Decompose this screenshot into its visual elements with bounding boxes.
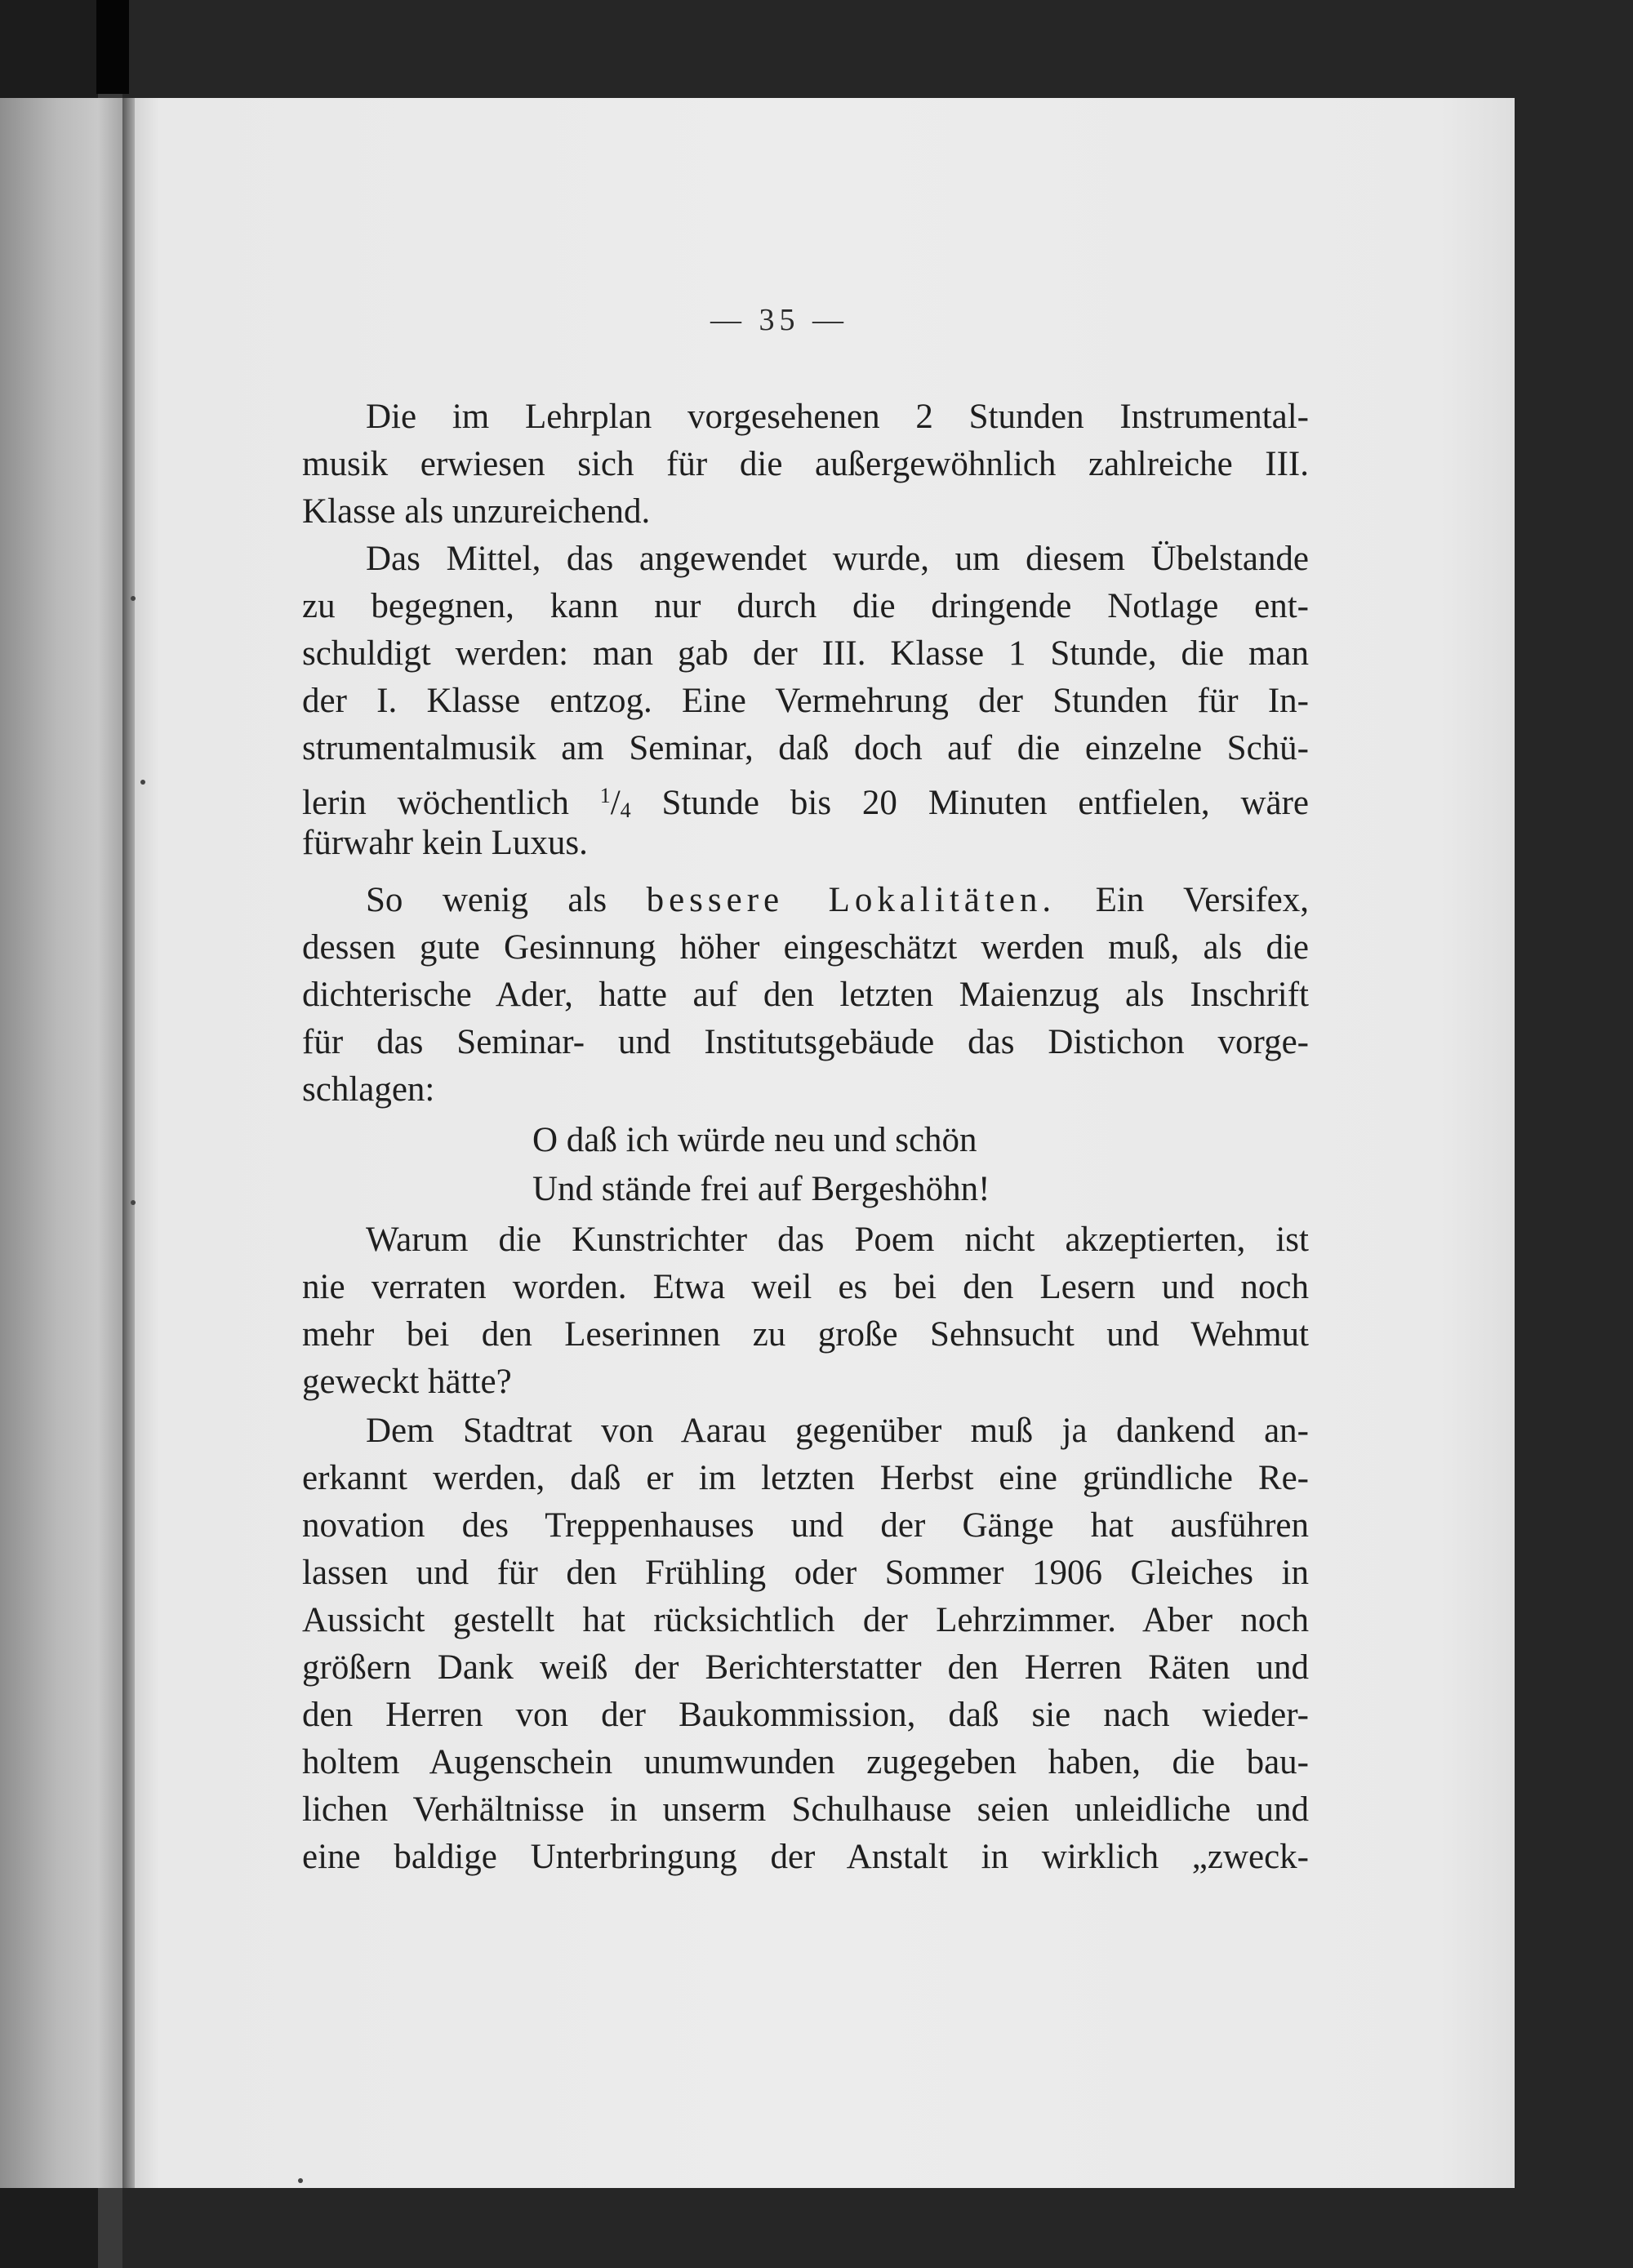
scan-speck — [131, 596, 136, 601]
text-line: lassen und für den Frühling oder Sommer 1906 Gleiches in — [302, 1554, 1309, 1592]
text-line: eine baldige Unterbringung der Anstalt in wirklich „zweck- — [302, 1838, 1309, 1876]
text-line: der I. Klasse entzog. Eine Vermehrung der Stunden für In- — [302, 682, 1309, 720]
text-line: nie verraten worden. Etwa weil es bei den Lesern und noch — [302, 1268, 1309, 1306]
text-line: mehr bei den Leserinnen zu große Sehnsucht und Wehmut — [302, 1315, 1309, 1354]
facing-page-edge — [0, 98, 131, 2188]
text-line: So wenig als bessere Lokalitäten. Ein Versifex, — [366, 881, 1309, 919]
text-line: dessen gute Gesinnung höher eingeschätzt werden muß, als die — [302, 928, 1309, 967]
fraction-denominator: 4 — [620, 798, 631, 822]
text-line: zu begegnen, kann nur durch die dringende Notlage ent- — [302, 587, 1309, 625]
text-line: Aussicht gestellt hat rücksichtlich der Lehrzimmer. Aber noch — [302, 1601, 1309, 1639]
text-line: musik erwiesen sich für die außergewöhnlich zahlreiche III. — [302, 445, 1309, 483]
text-line: dichterische Ader, hatte auf den letzten Maienzug als Inschrift — [302, 976, 1309, 1014]
text-line: fürwahr kein Luxus. — [302, 824, 588, 862]
text-line: holtem Augenschein unumwunden zugegeben haben, die bau- — [302, 1743, 1309, 1781]
text-line: Das Mittel, das angewendet wurde, um diesem Übelstande — [366, 540, 1309, 578]
scan-speck — [298, 2178, 303, 2183]
text-line: für das Seminar- und Institutsgebäude das Distichon vorge- — [302, 1023, 1309, 1061]
text-line: novation des Treppenhauses und der Gänge hat ausführen — [302, 1506, 1309, 1545]
text-line: Dem Stadtrat von Aarau gegenüber muß ja dankend an- — [366, 1412, 1309, 1450]
text-line: den Herren von der Baukommission, daß sie nach wieder- — [302, 1696, 1309, 1734]
emphasized-text: bessere Lokalitäten. — [646, 881, 1057, 919]
text-line: Warum die Kunstrichter das Poem nicht akzeptierten, ist — [366, 1221, 1309, 1259]
verse-line: O daß ich würde neu und schön — [532, 1121, 977, 1159]
fraction-numerator: 1 — [599, 784, 611, 807]
text-line: größern Dank weiß der Berichterstatter den Herren Räten und — [302, 1648, 1309, 1687]
text-line: Klasse als unzureichend. — [302, 492, 651, 531]
text-line: erkannt werden, daß er im letzten Herbst eine gründliche Re- — [302, 1459, 1309, 1497]
scan-speck — [140, 780, 145, 785]
verse-line: Und stände frei auf Bergeshöhn! — [532, 1170, 990, 1208]
page-number: — 35 — — [710, 303, 848, 337]
fraction-slash: / — [610, 784, 621, 822]
scan-border — [96, 0, 129, 94]
text-line: lichen Verhältnisse in unserm Schulhause seien unleidliche und — [302, 1790, 1309, 1829]
text-line: schlagen: — [302, 1070, 435, 1109]
scan-speck — [131, 1200, 136, 1205]
text-line: lerin wöchentlich $^1$/4 Stunde bis 20 Minuten entfielen, wäre — [302, 784, 1309, 822]
text-line: strumentalmusik am Seminar, daß doch auf die einzelne Schü- — [302, 729, 1309, 767]
text-line: Die im Lehrplan vorgesehenen 2 Stunden Instrumental- — [366, 398, 1309, 436]
text-line: schuldigt werden: man gab der III. Klasse 1 Stunde, die man — [302, 634, 1309, 673]
text-line: geweckt hätte? — [302, 1363, 512, 1401]
